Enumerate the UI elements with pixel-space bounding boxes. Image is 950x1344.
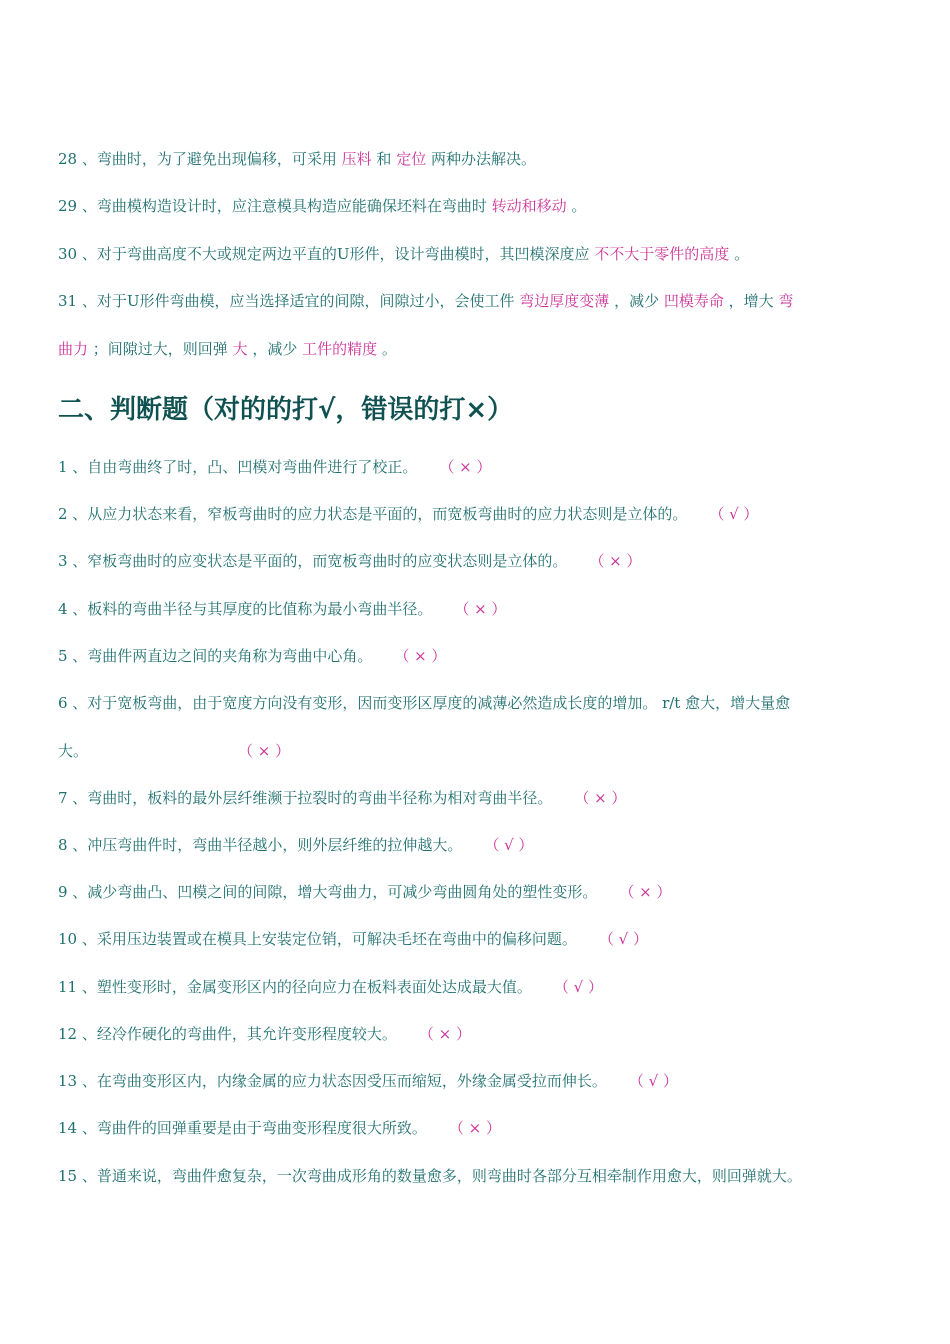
- fill-item-q31a: [58, 290, 898, 312]
- statement-text: 13 、在弯曲变形区内，内缘金属的应力状态因受压而缩短，外缘金属受拉而伸长。: [58, 1072, 607, 1090]
- statement-text: 2 、从应力状态来看，窄板弯曲时的应力状态是平面的，而宽板弯曲时的应力状态则是立体的。: [58, 505, 688, 523]
- answer-text: 大: [232, 340, 248, 358]
- judge-item: [58, 834, 898, 856]
- judge-item: [58, 1165, 898, 1187]
- judge-item: [58, 550, 898, 572]
- statement-text: 11 、塑性变形时，金属变形区内的径向应力在板料表面处达成最大值。: [58, 978, 532, 996]
- question-text: ；间隙过大，则回弹: [88, 340, 233, 358]
- judge-item: [58, 1070, 898, 1092]
- question-text: 28 、弯曲时，为了避免出现偏移，可采用: [58, 150, 342, 168]
- fill-item-q28: [58, 148, 898, 170]
- fill-item-q30: [58, 243, 898, 265]
- statement-text: 3 、窄板弯曲时的应变状态是平面的，而宽板弯曲时的应变状态则是立体的。: [58, 552, 568, 570]
- answer-text: 压料: [341, 150, 372, 168]
- statement-text: 10 、采用压边装置或在模具上安装定位销，可解决毛坯在弯曲中的偏移问题。: [58, 930, 577, 948]
- question-text: ，减少: [247, 340, 303, 358]
- answer-text: 凹模寿命: [663, 292, 724, 310]
- statement-text: 9 、减少弯曲凸、凹模之间的间隙，增大弯曲力，可减少弯曲圆角处的塑性变形。: [58, 883, 598, 901]
- judge-item: [58, 881, 898, 903]
- answer-mark: （ × ）: [238, 742, 291, 760]
- answer-text: 曲力: [58, 340, 89, 358]
- judge-item: [58, 1023, 898, 1045]
- statement-text: 7 、弯曲时，板料的最外层纤维濒于拉裂时的弯曲半径称为相对弯曲半径。: [58, 789, 553, 807]
- answer-mark: （ × ）: [394, 647, 447, 665]
- question-text: 和: [371, 150, 397, 168]
- question-text: 两种办法解决。: [426, 150, 536, 168]
- answer-mark: （ × ）: [574, 789, 627, 807]
- judge-item: [58, 598, 898, 620]
- answer-text: 工件的精度: [302, 340, 378, 358]
- statement-text: 14 、弯曲件的回弹重要是由于弯曲变形程度很大所致。: [58, 1119, 427, 1137]
- question-text: ，减少: [609, 292, 664, 310]
- question-text: 。: [566, 197, 587, 215]
- answer-mark: （ √ ）: [709, 505, 759, 523]
- judge-item: [58, 645, 898, 667]
- judge-item: [58, 456, 898, 478]
- question-text: 。: [377, 340, 397, 358]
- statement-text: 8 、冲压弯曲件时，弯曲半径越小，则外层纤维的拉伸越大。: [58, 836, 463, 854]
- answer-mark: （ √ ）: [553, 978, 603, 996]
- answer-mark: （ × ）: [589, 552, 642, 570]
- statement-text: 1 、自由弯曲终了时，凸、凹模对弯曲件进行了校正。: [58, 458, 418, 476]
- fill-item-q29: [58, 195, 898, 217]
- question-text: 30 、对于弯曲高度不大或规定两边平直的U形件，设计弯曲模时，其凹模深度应: [58, 245, 595, 263]
- fill-item-q31b: [58, 338, 898, 360]
- answer-mark: （ × ）: [619, 883, 672, 901]
- question-text: 。: [729, 245, 750, 263]
- judge-item: [58, 503, 898, 525]
- answer-mark: （ × ）: [439, 458, 492, 476]
- section-heading: 二、判断题（对的的打√，错误的打×）: [58, 395, 514, 425]
- answer-mark: （ √ ）: [598, 930, 648, 948]
- statement-text: 4 、板料的弯曲半径与其厚度的比值称为最小弯曲半径。: [58, 600, 433, 618]
- judge-item: [58, 692, 898, 714]
- judge-item: [58, 740, 898, 762]
- statement-text: 大。: [58, 742, 89, 760]
- statement-text: 15 、普通来说，弯曲件愈复杂，一次弯曲成形角的数量愈多，则弯曲时各部分互相牵制作用愈大，则回弹就大。: [58, 1167, 802, 1185]
- statement-text: 6 、对于宽板弯曲，由于宽度方向没有变形，因而变形区厚度的减薄必然造成长度的增加。 r/t 愈大，增大量愈: [58, 694, 791, 712]
- answer-mark: （ √ ）: [628, 1072, 678, 1090]
- answer-mark: （ × ）: [448, 1119, 501, 1137]
- question-text: ，增大: [723, 292, 779, 310]
- question-text: 31 、对于U形件弯曲模，应当选择适宜的间隙，间隙过小，会使工件: [58, 292, 520, 310]
- question-text: 29 、弯曲模构造设计时，应注意模具构造应能确保坯料在弯曲时: [58, 197, 492, 215]
- answer-mark: （ × ）: [454, 600, 507, 618]
- answer-text: 不不大于零件的高度: [594, 245, 730, 263]
- judge-item: [58, 928, 898, 950]
- answer-mark: （ × ）: [418, 1025, 471, 1043]
- statement-text: 5 、弯曲件两直边之间的夹角称为弯曲中心角。: [58, 647, 373, 665]
- judge-item: [58, 1117, 898, 1139]
- statement-text: 12 、经冷作硬化的弯曲件，其允许变形程度较大。: [58, 1025, 397, 1043]
- answer-text: 弯边厚度变薄: [519, 292, 610, 310]
- answer-mark: （ √ ）: [484, 836, 534, 854]
- answer-text: 定位: [396, 150, 427, 168]
- judge-item: [58, 787, 898, 809]
- answer-text: 弯: [778, 292, 794, 310]
- answer-text: 转动和移动: [491, 197, 567, 215]
- judge-item: [58, 976, 898, 998]
